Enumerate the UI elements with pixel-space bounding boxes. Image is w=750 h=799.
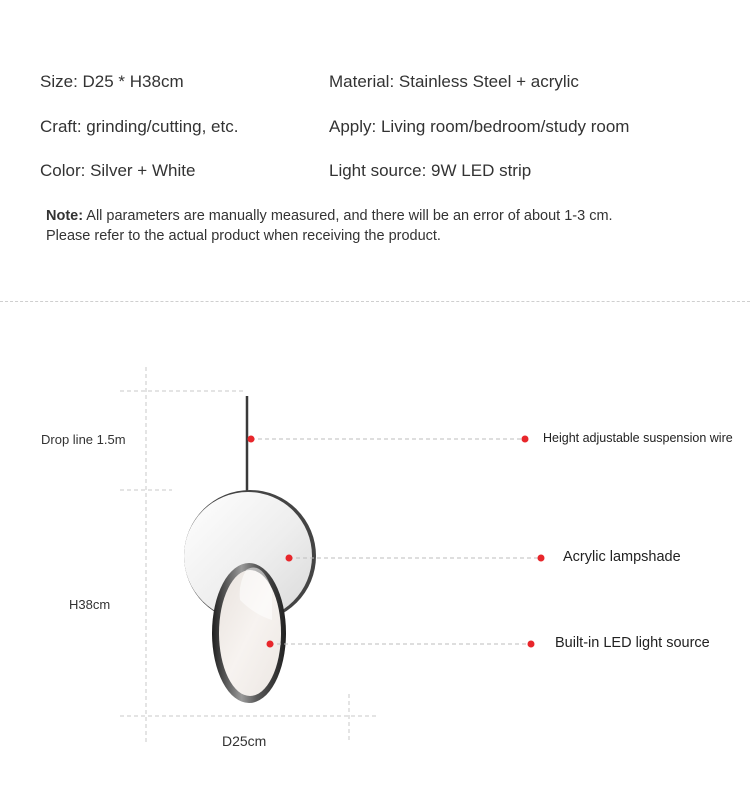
spec-color: Color: Silver + White [40,161,196,180]
note-line-1: All parameters are manually measured, and there will be an error of about 1-3 cm. [83,208,613,224]
callout-lampshade-label: Acrylic lampshade [563,549,681,565]
marker-lampshade-start [286,555,293,562]
spec-size: Size: D25 * H38cm [40,72,184,91]
note-label: Note: [46,208,84,224]
spec-light-source: Light source: 9W LED strip [329,161,532,180]
led-ring [212,563,286,703]
diameter-label: D25cm [222,733,267,749]
marker-led-start [267,641,274,648]
note-line-2: Please refer to the actual product when receiving the product. [46,228,441,244]
drop-line-label: Drop line 1.5m [41,432,126,447]
spec-material: Material: Stainless Steel + acrylic [329,72,579,91]
spec-apply: Apply: Living room/bedroom/study room [329,117,630,136]
height-label: H38cm [69,597,111,612]
spec-craft: Craft: grinding/cutting, etc. [40,117,239,136]
marker-wire-end [522,436,529,443]
callout-led-label: Built-in LED light source [555,635,710,651]
marker-lampshade-end [538,555,545,562]
marker-led-end [528,641,535,648]
callout-wire-label: Height adjustable suspension wire [543,431,733,445]
marker-wire-start [248,436,255,443]
